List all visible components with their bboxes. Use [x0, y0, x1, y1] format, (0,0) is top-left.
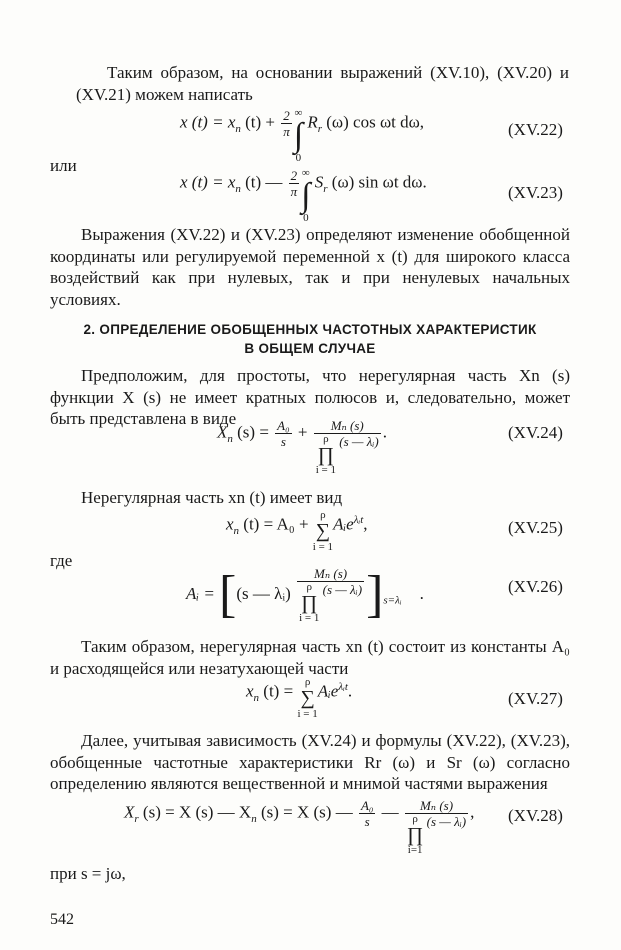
paragraph-constant: Таким образом, нерегулярная часть xn (t) состоит из константы A₀ и расходящейся или незатухающей части: [50, 637, 570, 678]
paragraph-explanation: Выражения (XV.22) и (XV.23) определяют изменение обобщенной координаты или регулируемой переменной x (t) для широкого класса воздействий как при нулевых, так и при ненулевых начальных условиях.: [50, 225, 570, 309]
equation-label-xv26: (XV.26): [508, 577, 563, 596]
equation-label-xv27: (XV.27): [508, 689, 563, 708]
equation-xv24: $X_n$ (s) = $\frac{\text{A₀}}{s}$ + Mₙ (s) ρ ∏ i = 1 (s — λᵢ) .: [217, 418, 387, 476]
word-or: или: [50, 156, 77, 175]
equation-label-xv23: (XV.23): [508, 183, 563, 202]
equation-xv26: Aᵢ = [(s — λᵢ) Mₙ (s) ρ ∏ i = 1 (s — λᵢ) ]$_{s=\lambda ᵢ}$ .: [186, 566, 424, 624]
equation-label-xv24: (XV.24): [508, 423, 563, 442]
equation-xv22: x $(t) = x_n$ (t) + $\frac{2}{\pi}$ ∞ ∫ 0 $R_r$ (ω) cos ωt dω,: [180, 107, 425, 164]
equation-label-xv22: (XV.22): [508, 120, 563, 139]
equation-xv28: $X_r$ (s) = X (s) — $X_n$ (s) = X (s) — $\frac{\text{A₀}}{s}$ — Mₙ (s) ρ ∏ i=1 (s — λᵢ) ,: [124, 798, 475, 856]
paragraph-intro: Таким образом, на основании выражений (XV.10), (XV.20) и (XV.21) можем написать: [76, 63, 569, 104]
equation-label-xv28: (XV.28): [508, 806, 563, 825]
text-at-s-equals: при s = jω,: [50, 864, 126, 883]
equation-xv25: $x_n$ (t) = A₀ + ρ ∑ i = 1 Aᵢe$^{\lambda ᵢt}$,: [226, 509, 368, 553]
paragraph-irregular-part: Нерегулярная часть xn (t) имеет вид: [81, 488, 343, 507]
paragraph-characteristics: Далее, учитывая зависимость (XV.24) и формулы (XV.22), (XV.23), обобщенные частотные характеристики Rr (ω) и Sr (ω) согласно определению являются вещественной и мнимой частями выражения: [50, 731, 570, 793]
equation-xv27: $x_n$ (t) = ρ ∑ i = 1 Aᵢe$^{\lambda ᵢt}$.: [246, 676, 353, 720]
paragraph-assumption: Предположим, для простоты, что нерегулярная часть Xn (s) функции X (s) не имеет кратных полюсов и, следовательно, может быть представлена в виде: [50, 366, 570, 428]
equation-xv23: x $(t) = x_n$ (t) — $\frac{2}{\pi}$ ∞ ∫ 0 $S_r$ (ω) sin ωt dω.: [180, 167, 427, 224]
word-where: где: [50, 551, 73, 570]
page-number: 542: [50, 911, 74, 928]
equation-label-xv25: (XV.25): [508, 518, 563, 537]
section-heading-line-1: 2. ОПРЕДЕЛЕНИЕ ОБОБЩЕННЫХ ЧАСТОТНЫХ ХАРАКТЕРИСТИК: [83, 322, 537, 337]
section-heading-line-2: В ОБЩЕМ СЛУЧАЕ: [244, 341, 376, 356]
